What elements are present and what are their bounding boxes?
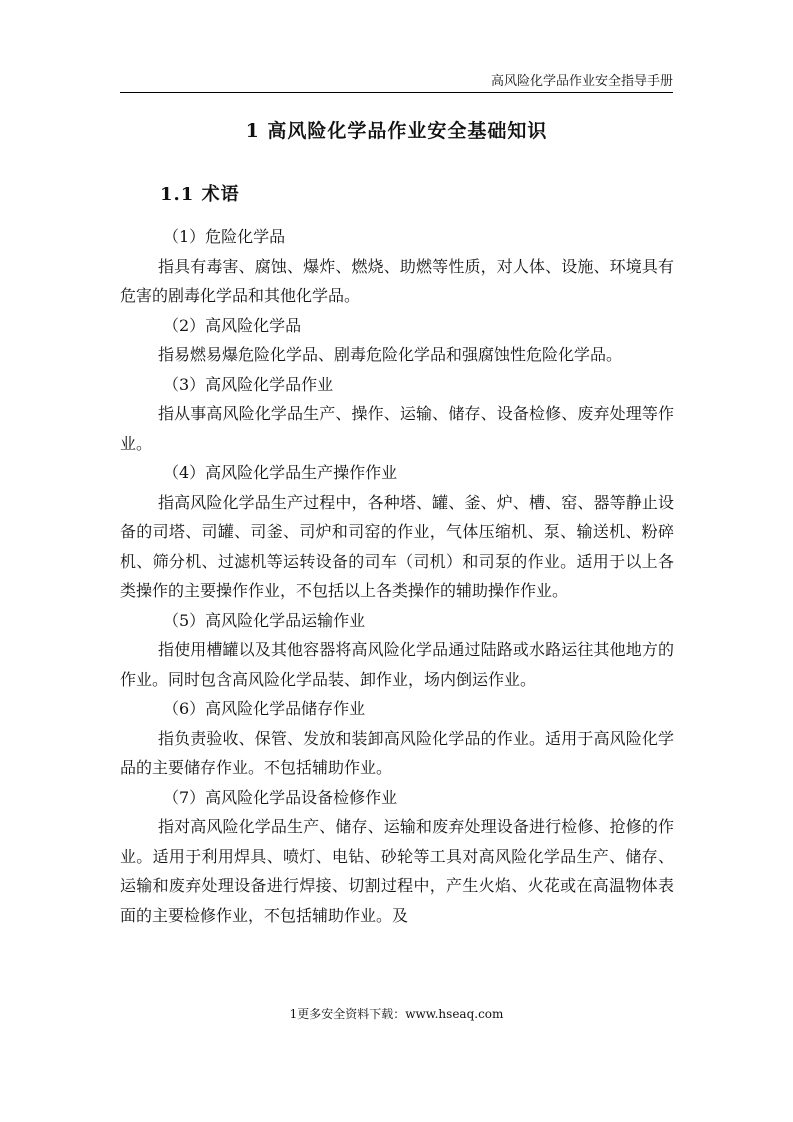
term-title: （7）高风险化学品设备检修作业: [163, 787, 398, 807]
term-definition: 指具有毒害、腐蚀、爆炸、燃烧、助燃等性质，对人体、设施、环境具有危害的剧毒化学品和其他化学品。: [120, 256, 674, 305]
term-title: （2）高风险化学品: [163, 315, 302, 335]
section-title: 1.1 术语: [160, 184, 240, 205]
term-title: （4）高风险化学品生产操作作业: [163, 463, 398, 482]
term-definition: 指使用槽罐以及其他容器将高风险化学品通过陆路或水路运往其他地方的作业。同时包含高风险化学品装、卸作业，场内倒运作业。: [120, 640, 674, 689]
term-definition: 指易燃易爆危险化学品、剧毒危险化学品和强腐蚀性危险化学品。: [158, 345, 623, 364]
page-footer: 1更多安全资料下载：www.hseaq.com: [289, 1007, 504, 1021]
term-definition: 指对高风险化学品生产、储存、运输和废弃处理设备进行检修、抢修的作业。适用于利用焊具、喷灯、电钻、砂轮等工具对高风险化学品生产、储存、运输和废弃处理设备进行焊接、切割过程中，产生火焰、火花或在高温物体表面的主要检修作业，不包括辅助作业。及: [120, 817, 674, 925]
term-6: [120, 694, 674, 783]
term-definition: 指高风险化学品生产过程中，各种塔、罐、釜、炉、槽、窑、器等静止设备的司塔、司罐、司釜、司炉和司窑的作业，气体压缩机、泵、输送机、粉碎机、筛分机、过滤机等运转设备的司车（司机）和司泵的作业。适用于以上各类操作的主要操作作业，不包括以上各类操作的辅助操作作业。: [120, 492, 674, 600]
term-title: （1）危险化学品: [163, 227, 286, 246]
term-7: [120, 783, 674, 931]
term-definition: 指从事高风险化学品生产、操作、运输、储存、设备检修、废弃处理等作业。: [120, 404, 674, 453]
term-title: （6）高风险化学品储存作业: [163, 699, 366, 718]
header-title: 高风险化学品作业安全指导手册: [490, 74, 673, 89]
term-definition: 指负责验收、保管、发放和装卸高风险化学品的作业。适用于高风险化学品的主要储存作业。不包括辅助作业。: [120, 728, 674, 777]
term-title: （3）高风险化学品作业: [163, 374, 334, 394]
page-header: [120, 64, 673, 93]
term-4: [120, 458, 674, 606]
term-3: [120, 370, 674, 459]
term-title: （5）高风险化学品运输作业: [163, 610, 366, 630]
chapter-title: 1 高风险化学品作业安全基础知识: [245, 120, 548, 142]
term-5: [120, 606, 674, 695]
term-1: [120, 222, 674, 311]
term-2: [120, 311, 674, 370]
terms-body: [120, 222, 674, 930]
